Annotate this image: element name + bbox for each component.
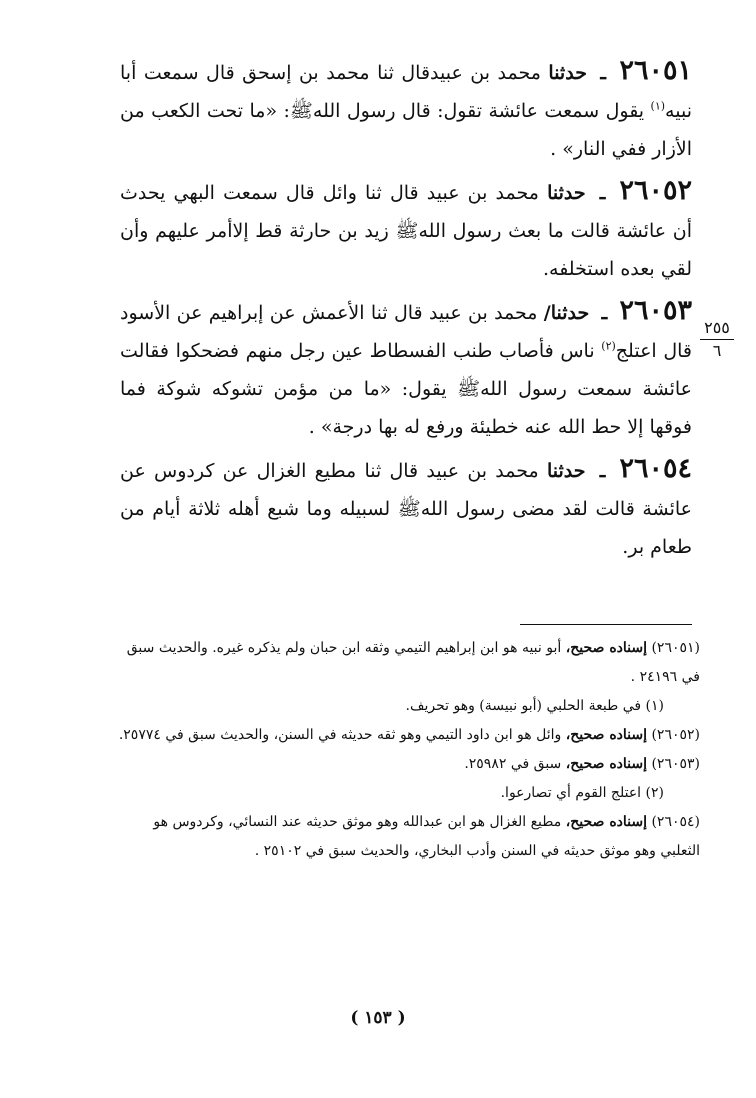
footnote-mark: (٢) [601, 339, 616, 353]
hadith-26054 [120, 450, 692, 566]
haddatha-word: حدثنا [547, 182, 586, 204]
note-label: إسناده صحيح، [565, 756, 647, 772]
note-text: أبو نبيه هو ابن إبراهيم التيمي وثقه ابن حبان ولم يذكره غيره. والحديث سبق في ٢٤١٩٦ . [126, 640, 700, 685]
hadith-26051 [120, 52, 692, 168]
note-26054 [110, 808, 700, 866]
hadith-26053 [120, 292, 692, 446]
margin-reference-bottom: ٦ [712, 341, 722, 360]
note-ref: (٢٦٠٥١) [651, 640, 700, 656]
footnotes [110, 634, 700, 866]
footnote-separator [520, 624, 692, 625]
hadith-dash: ـ [599, 182, 606, 204]
note-label: إسناده صحيح، [565, 814, 647, 830]
margin-reference-top: ٢٥٥ [700, 318, 734, 340]
footnote-2: (٢) اعتلج القوم أي تصارعوا. [500, 785, 664, 801]
hadith-text: يقول سمعت عائشة تقول: قال رسول اللهﷺ: «ما تحت الكعب من الأزار ففي النار» . [120, 100, 692, 160]
haddatha-word: حدثنا [548, 62, 587, 84]
footnote-1: (١) في طبعة الحلبي (أبو نبيسة) وهو تحريف. [405, 698, 664, 714]
haddatha-word: حدثنا/ [543, 302, 590, 324]
footnote-mark: (١) [650, 99, 666, 113]
hadith-dash: ـ [600, 62, 606, 84]
main-text [120, 52, 692, 570]
note-ref: (٢٦٠٥٣) [651, 756, 700, 772]
haddatha-word: حدثنا [546, 460, 586, 482]
margin-volume-reference [700, 318, 734, 361]
note-ref: (٢٦٠٥٢) [651, 727, 700, 743]
hadith-number: ٢٦٠٥١ [619, 55, 692, 86]
hadith-26052 [120, 172, 692, 288]
page-number: ( ١٥٣ ) [350, 1008, 406, 1028]
hadith-text: محمد بن عبيد قال ثنا مطيع الغزال عن كردوس عن عائشة قالت لقد مضى رسول اللهﷺ لسبيله وما شبع أهله ثلاثة أيام من طعام بر. [120, 460, 692, 558]
hadith-text: محمد بن عبيد قال ثنا الأعمش عن إبراهيم عن الأسود قال اعتلج [120, 302, 692, 362]
note-text: مطيع الغزال هو ابن عبدالله وهو موثق حديثه عند النسائي، وكردوس هو الثعلبي وهو موثق حديثه في السنن وأدب البخاري، والحديث سبق في ٢٥١٠٢ . [153, 814, 700, 859]
note-text: وائل هو ابن داود التيمي وهو ثقه حديثه في السنن، والحديث سبق في ٢٥٧٧٤. [118, 727, 562, 743]
hadith-dash: ـ [601, 302, 608, 324]
note-text: سبق في ٢٥٩٨٢. [464, 756, 562, 772]
note-label: إسناده صحيح، [565, 640, 647, 656]
note-ref: (٢٦٠٥٤) [651, 814, 700, 830]
note-26051 [110, 634, 700, 692]
hadith-text: محمد بن عبيدقال ثنا محمد بن إسحق قال سمعت أبا نبيه [120, 62, 692, 122]
note-26052 [110, 721, 700, 750]
hadith-text: ناس فأصاب طنب الفسطاط عين رجل منهم فضحكوا فقالت عائشة سمعت رسول اللهﷺ يقول: «ما من مؤمن تشوكه شوكة فما فوقها إلا حط الله عنه خطيئة ورفع له بها درجة» . [120, 340, 692, 438]
hadith-dash: ـ [599, 460, 606, 482]
note-26053 [110, 750, 700, 779]
hadith-number: ٢٦٠٥٤ [619, 453, 692, 484]
note-label: إسناده صحيح، [565, 727, 647, 743]
hadith-text: محمد بن عبيد قال ثنا وائل قال سمعت البهي يحدث أن عائشة قالت ما بعث رسول اللهﷺ زيد بن حارثة قط إلاأمر عليهم وأن لقي بعده استخلفه. [120, 182, 692, 280]
hadith-number: ٢٦٠٥٣ [619, 295, 692, 326]
hadith-number: ٢٦٠٥٢ [619, 175, 692, 206]
